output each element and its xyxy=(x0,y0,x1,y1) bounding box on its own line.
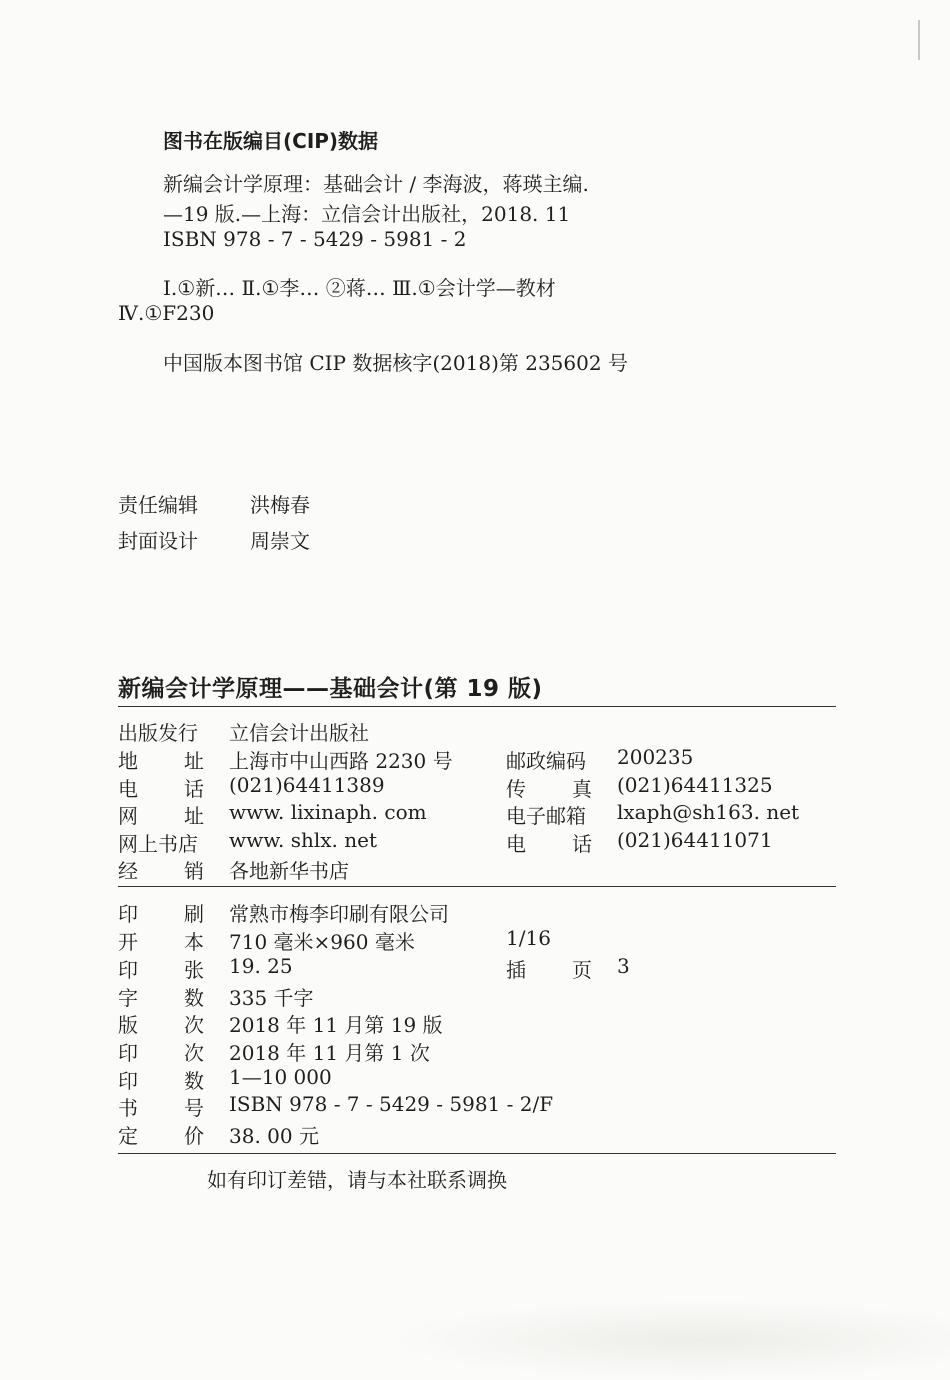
phone-label: 电 话 xyxy=(118,777,204,801)
printing-value: 2018 年 11 月第 1 次 xyxy=(229,1041,430,1065)
fax-value: (021)64411325 xyxy=(617,773,773,797)
inserts-label: 插 页 xyxy=(506,958,592,982)
words-label: 字 数 xyxy=(118,986,204,1010)
website-value: www. lixinaph. com xyxy=(229,800,427,824)
printer-label: 印 刷 xyxy=(118,902,204,926)
sheets-value: 19. 25 xyxy=(229,954,293,978)
price-label: 定 价 xyxy=(118,1124,204,1148)
phone2-label: 电 话 xyxy=(506,832,592,856)
book-title: 新编会计学原理——基础会计(第 19 版) xyxy=(118,676,543,702)
cip-line-isbn: ISBN 978 - 7 - 5429 - 5981 - 2 xyxy=(163,227,467,251)
bookstore-label: 网上书店 xyxy=(118,832,198,856)
cip-line-title-authors: 新编会计学原理：基础会计 / 李海波，蒋瑛主编. xyxy=(163,172,589,196)
format-value: 710 毫米×960 毫米 xyxy=(229,930,415,954)
phone-value: (021)64411389 xyxy=(229,773,385,797)
cip-title: 图书在版编目(CIP)数据 xyxy=(163,129,379,153)
isbn-value: ISBN 978 - 7 - 5429 - 5981 - 2/F xyxy=(229,1092,554,1116)
email-label: 电子邮箱 xyxy=(506,804,586,828)
cip-line-record-number: 中国版本图书馆 CIP 数据核字(2018)第 235602 号 xyxy=(163,351,628,375)
edition-label: 版 次 xyxy=(118,1013,204,1037)
sheets-label: 印 张 xyxy=(118,958,204,982)
words-value: 335 千字 xyxy=(229,986,314,1010)
printer-value: 常熟市梅李印刷有限公司 xyxy=(229,902,449,926)
distributor-label: 经 销 xyxy=(118,859,204,883)
designer-name: 周崇文 xyxy=(250,529,310,553)
inserts-value: 3 xyxy=(617,954,630,978)
scan-smudge xyxy=(390,1300,950,1380)
errata-notice: 如有印订差错，请与本社联系调换 xyxy=(207,1168,507,1192)
publisher-label: 出版发行 xyxy=(118,721,198,745)
distributor-value: 各地新华书店 xyxy=(229,859,349,883)
print-run-value: 1—10 000 xyxy=(229,1065,332,1089)
bookstore-value: www. shlx. net xyxy=(229,828,377,852)
website-label: 网 址 xyxy=(118,804,204,828)
editor-name: 洪梅春 xyxy=(250,493,310,517)
postcode-value: 200235 xyxy=(617,745,694,769)
cip-line-subjects: Ⅰ.①新… Ⅱ.①李… ②蒋… Ⅲ.①会计学—教材 xyxy=(163,276,556,300)
address-label: 地 址 xyxy=(118,749,204,773)
format-label: 开 本 xyxy=(118,930,204,954)
divider-bottom xyxy=(118,1153,836,1154)
designer-label: 封面设计 xyxy=(118,529,198,553)
scan-mark xyxy=(918,20,920,60)
editor-label: 责任编辑 xyxy=(118,493,198,517)
email-value: lxaph@sh163. net xyxy=(617,800,800,824)
fax-label: 传 真 xyxy=(506,777,592,801)
printing-label: 印 次 xyxy=(118,1041,204,1065)
phone2-value: (021)64411071 xyxy=(617,828,773,852)
print-run-label: 印 数 xyxy=(118,1069,204,1093)
divider-middle xyxy=(118,886,836,887)
cip-line-edition-publisher: —19 版.—上海：立信会计出版社，2018. 11 xyxy=(163,202,571,226)
divider-top xyxy=(118,706,836,707)
edition-value: 2018 年 11 月第 19 版 xyxy=(229,1013,443,1037)
address-value: 上海市中山西路 2230 号 xyxy=(229,749,453,773)
publisher-value: 立信会计出版社 xyxy=(229,721,369,745)
isbn-label: 书 号 xyxy=(118,1096,204,1120)
postcode-label: 邮政编码 xyxy=(506,749,586,773)
price-value: 38. 00 元 xyxy=(229,1124,319,1148)
cip-line-classification: Ⅳ.①F230 xyxy=(118,301,215,325)
format-fraction: 1/16 xyxy=(506,926,551,950)
